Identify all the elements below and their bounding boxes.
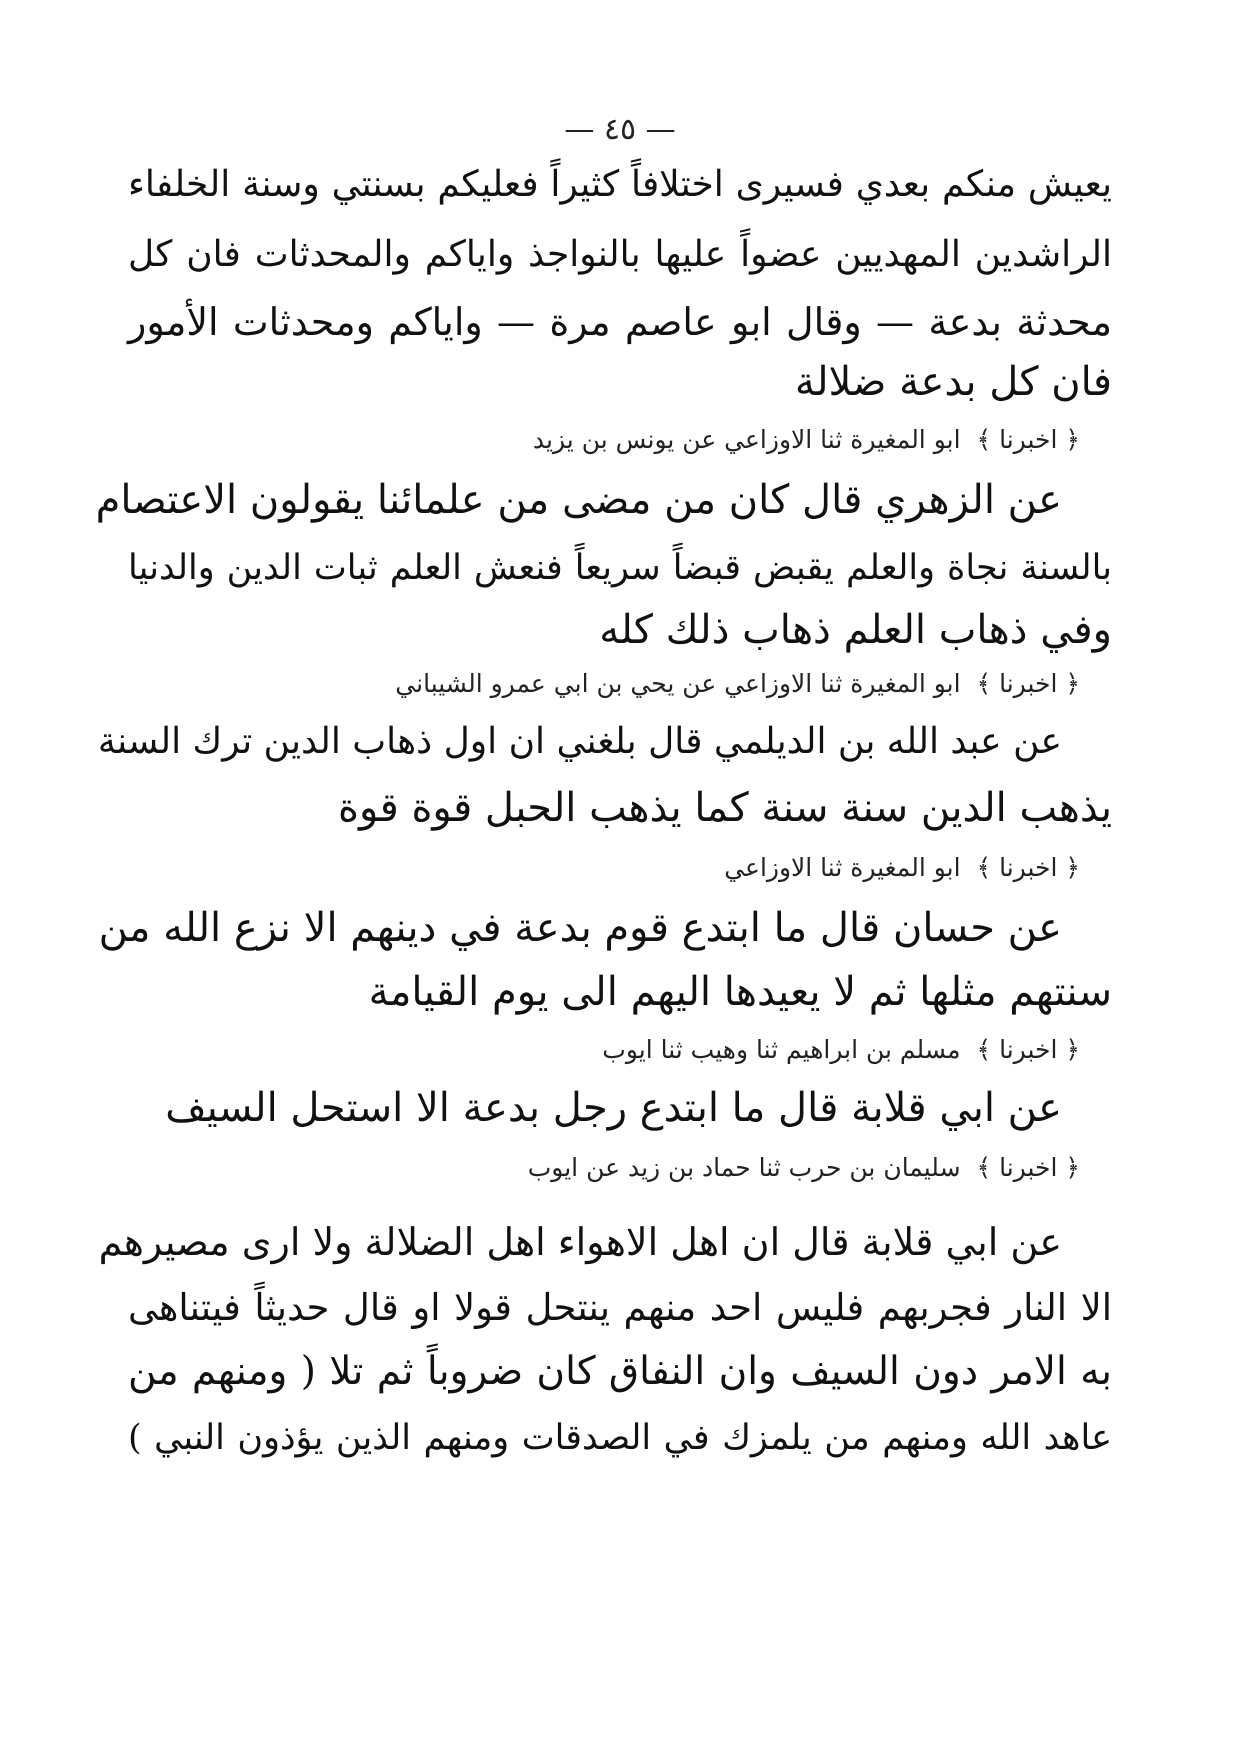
- isnad-label: ﴿ اخبرنا ﴾: [976, 669, 1080, 698]
- text-line: الراشدين المهديين عضواً عليها بالنواجذ واياكم والمحدثات فان كل: [128, 234, 1112, 275]
- isnad-line: [533, 420, 1080, 460]
- text-line: وفي ذهاب العلم ذهاب ذلك كله: [599, 607, 1112, 653]
- isnad-chain: ابو المغيرة ثنا الاوزاعي عن يحي بن ابي عمرو الشيباني: [395, 669, 961, 698]
- text-line: عن ابي قلابة قال ان اهل الاهواء اهل الضلالة ولا ارى مصيرهم: [98, 1220, 1062, 1264]
- isnad-label: ﴿ اخبرنا ﴾: [976, 853, 1080, 882]
- text-line: عن عبد الله بن الديلمي قال بلغني ان اول ذهاب الدين ترك السنة: [97, 721, 1062, 762]
- isnad-label: ﴿ اخبرنا ﴾: [976, 1153, 1080, 1182]
- isnad-line: [724, 848, 1080, 888]
- isnad-chain: مسلم بن ابراهيم ثنا وهيب ثنا ايوب: [602, 1035, 961, 1064]
- text-line: الا النار فجربهم فليس احد منهم ينتحل قولا او قال حديثاً فيتناهى: [128, 1286, 1112, 1329]
- page-number: — ٤٥ —: [564, 112, 676, 147]
- text-line: به الامر دون السيف وان النفاق كان ضروباً ثم تلا ( ومنهم من: [128, 1349, 1112, 1394]
- isnad-chain: ابو المغيرة ثنا الاوزاعي: [724, 853, 961, 882]
- text-line: عن الزهري قال كان من مضى من علمائنا يقولون الاعتصام: [95, 477, 1062, 523]
- isnad-label: ﴿ اخبرنا ﴾: [976, 1035, 1080, 1064]
- text-line: عن حسان قال ما ابتدع قوم بدعة في دينهم الا نزع الله من: [98, 905, 1062, 951]
- isnad-line: [395, 664, 1080, 704]
- isnad-label: ﴿ اخبرنا ﴾: [976, 425, 1080, 454]
- isnad-line: [528, 1148, 1080, 1188]
- text-line: عن ابي قلابة قال ما ابتدع رجل بدعة الا استحل السيف: [165, 1085, 1062, 1131]
- text-line: بالسنة نجاة والعلم يقبض قبضاً سريعاً فنعش العلم ثبات الدين والدنيا: [128, 548, 1112, 588]
- text-line: فان كل بدعة ضلالة: [794, 359, 1112, 405]
- text-line: يعيش منكم بعدي فسيرى اختلافاً كثيراً فعليكم بسنتي وسنة الخلفاء: [128, 164, 1112, 205]
- isnad-chain: سليمان بن حرب ثنا حماد بن زيد عن ايوب: [527, 1153, 961, 1182]
- isnad-chain: ابو المغيرة ثنا الاوزاعي عن يونس بن يزيد: [532, 425, 961, 454]
- text-line: محدثة بدعة — وقال ابو عاصم مرة — واياكم ومحدثات الأمور: [128, 300, 1112, 344]
- isnad-line: [602, 1030, 1080, 1070]
- text-line: عاهد الله ومنهم من يلمزك في الصدقات ومنهم الذين يؤذون النبي ): [128, 1418, 1112, 1458]
- text-line: سنتهم مثلها ثم لا يعيدها اليهم الى يوم القيامة: [368, 969, 1112, 1015]
- text-line: يذهب الدين سنة سنة كما يذهب الحبل قوة قوة: [338, 785, 1112, 831]
